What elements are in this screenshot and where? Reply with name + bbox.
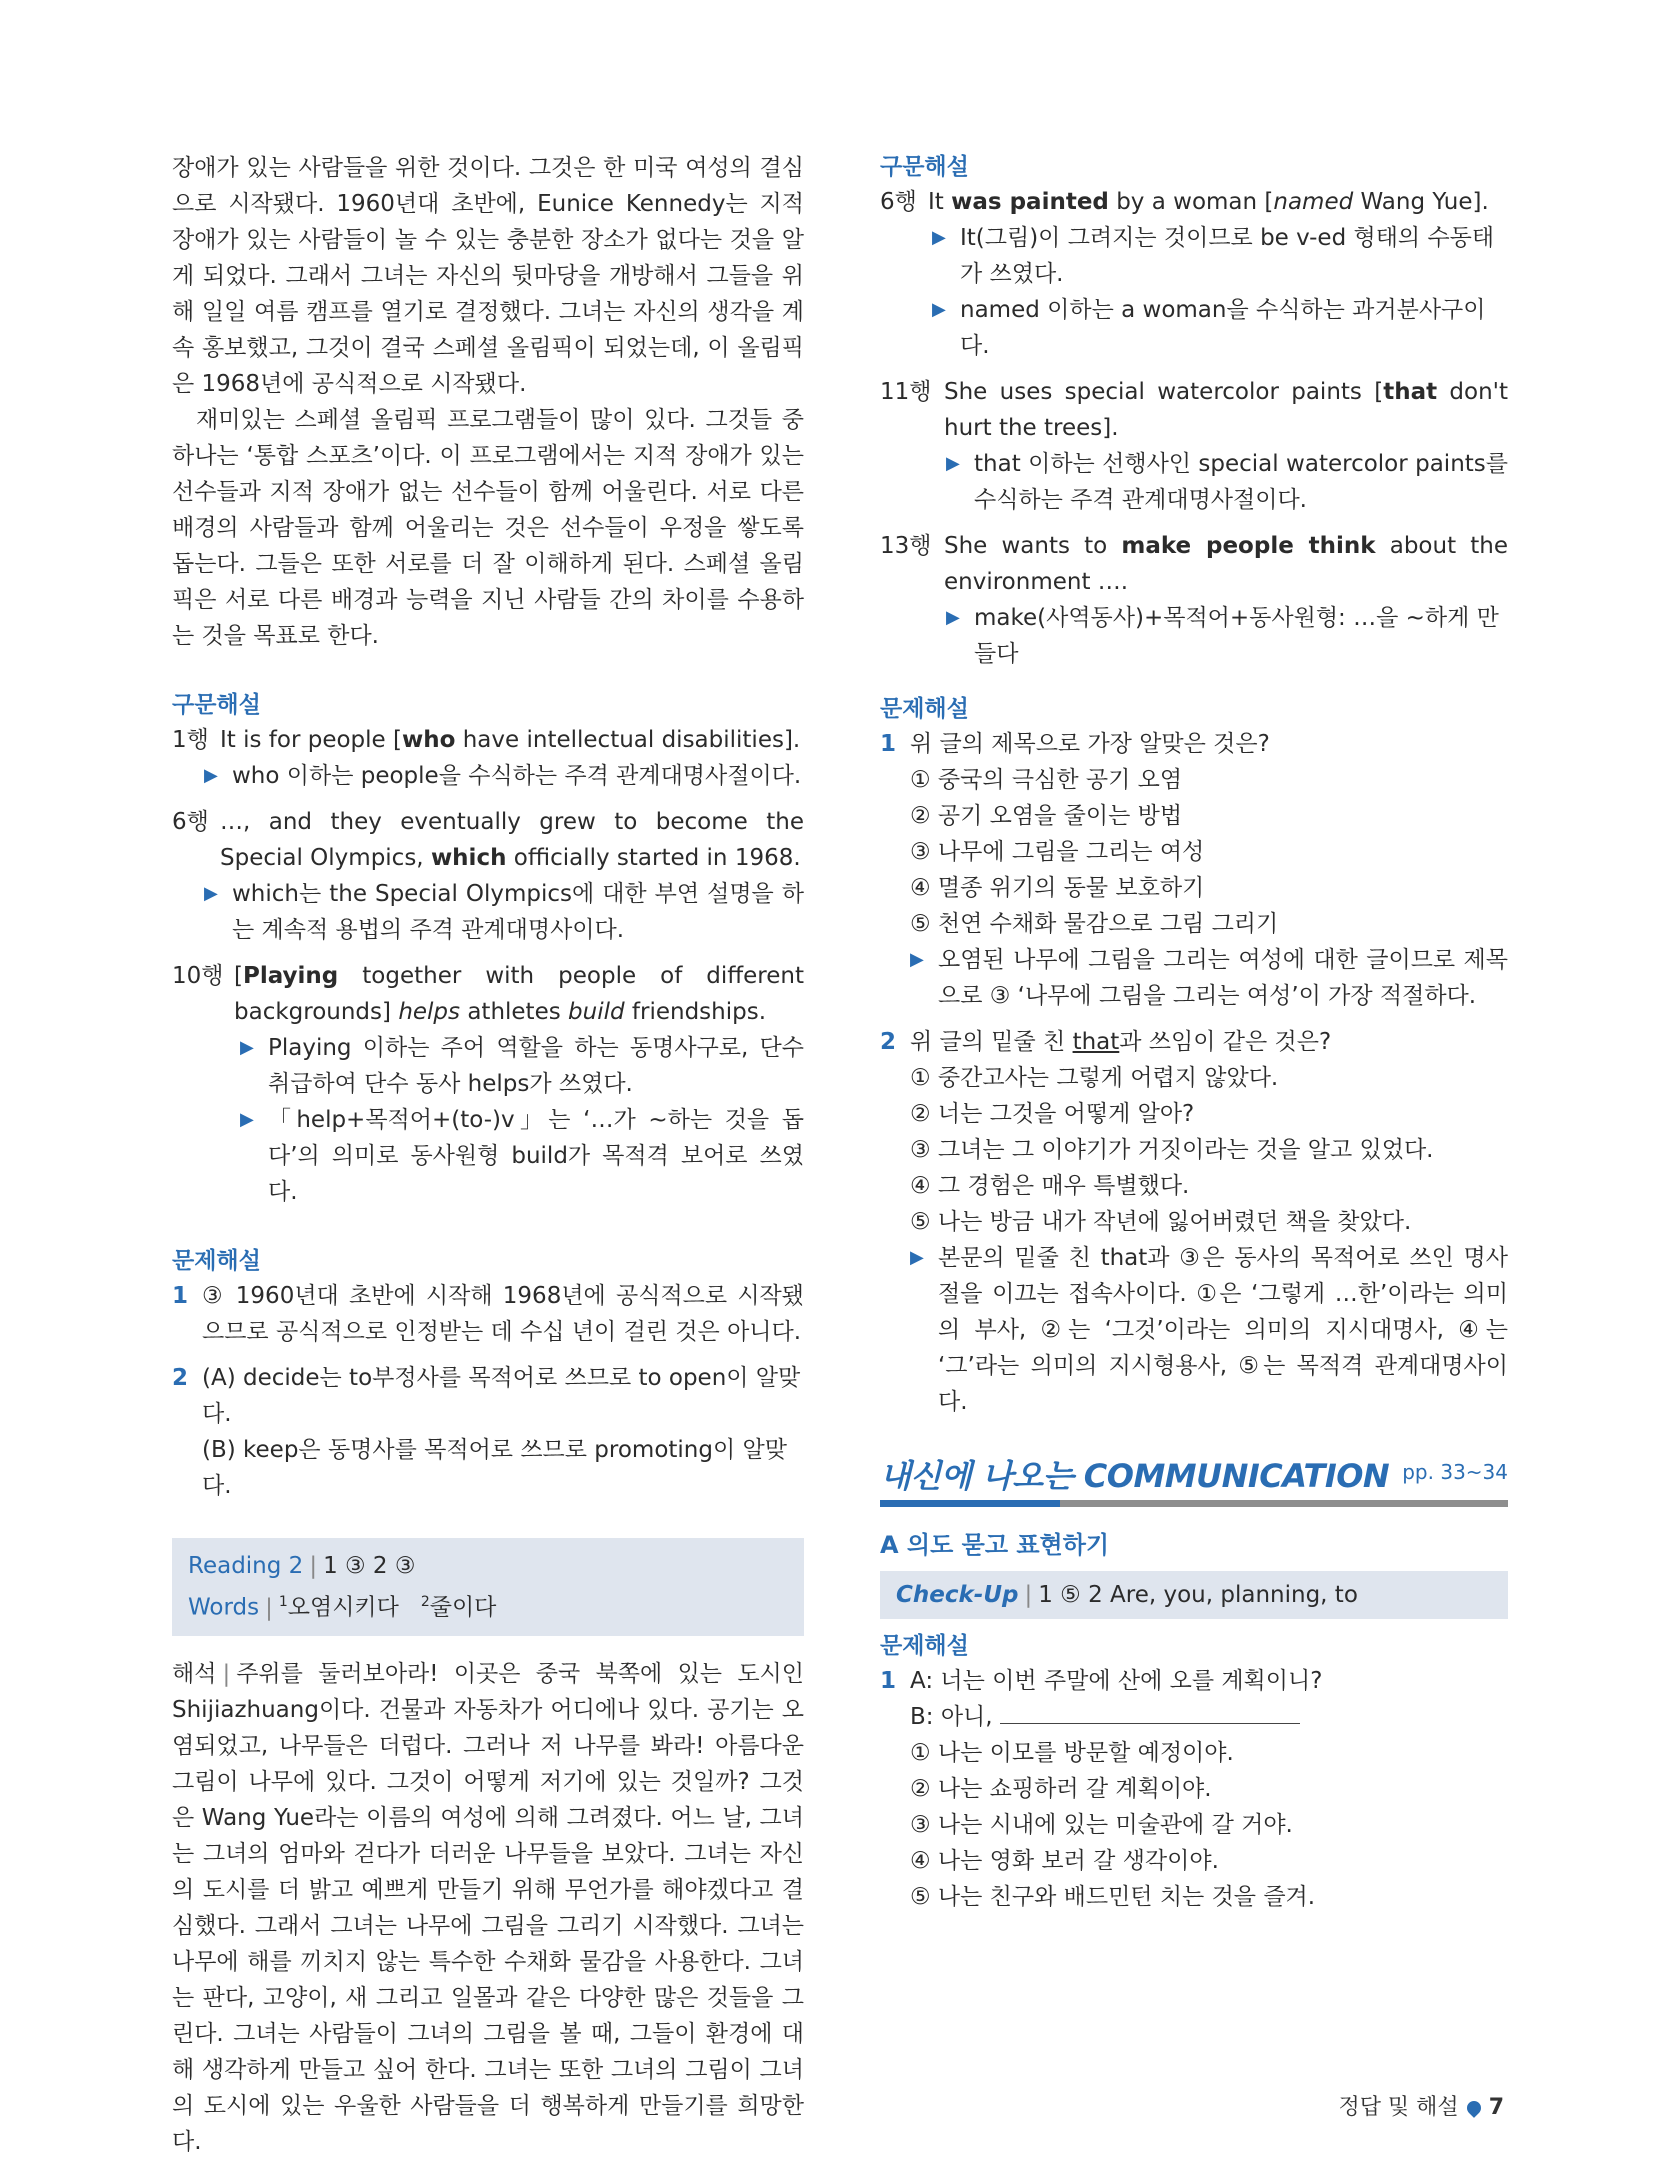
syntax-note: ▶ 「help+목적어+(to-)v」는 ‘…가 ~하는 것을 돕다’의 의미로 동사원형 build가 목적격 보어로 쓰였다. xyxy=(172,1102,804,1210)
syntax-entry-2: 6행 …, and they eventually grew to become the Special Olympics, which officially started in 1968. xyxy=(172,804,804,876)
line-number: 6행 xyxy=(880,189,917,215)
reading-answers: Reading 2 | 1 ③ 2 ③ xyxy=(188,1553,416,1579)
question-1-options xyxy=(880,762,1508,942)
triangle-bullet-icon: ▶ xyxy=(910,949,924,970)
option: ② 나는 쇼핑하러 갈 계획이야. xyxy=(910,1776,1212,1802)
problem-heading: 문제해설 xyxy=(880,696,969,722)
comm-question-1: 1 A: 너는 이번 주말에 산에 오를 계획이니? B: 아니, xyxy=(880,1663,1508,1735)
option: ⑤ 나는 친구와 배드민턴 치는 것을 즐겨. xyxy=(910,1884,1316,1910)
triangle-bullet-icon: ▶ xyxy=(204,883,218,904)
syntax-note: ▶ who 이하는 people을 수식하는 주격 관계대명사절이다. xyxy=(172,758,804,794)
option: ③ 나는 시내에 있는 미술관에 갈 거야. xyxy=(910,1812,1293,1838)
line-number: 1행 xyxy=(172,727,209,753)
syntax-heading: 구문해설 xyxy=(880,154,969,180)
question-2-explanation: ▶ 본문의 밑줄 친 that과 ③은 동사의 목적어로 쓰인 명사절을 이끄는 접속사이다. ①은 ‘그렇게 …한’이라는 의미의 부사, ②는 ‘그것’이라는 의미의 지시대명사, ④는 ‘그’라는 의미의 지시형용사, ⑤는 목적격 관계대명사이다. xyxy=(880,1240,1508,1420)
line-number: 13행 xyxy=(880,533,932,559)
syntax-note: ▶ that 이하는 선행사인 special watercolor paints를 수식하는 주격 관계대명사절이다. xyxy=(880,446,1508,518)
problem-answer-2: 2 (A) decide는 to부정사를 목적어로 쓰므로 to open이 알맞다. (B) keep은 동명사를 목적어로 쓰므로 promoting이 알맞다. xyxy=(172,1365,801,1499)
translation-paragraph-1: 장애가 있는 사람들을 위한 것이다. 그것은 한 미국 여성의 결심으로 시작됐다. 1960년대 초반에, Eunice Kennedy는 지적 장애가 있는 사람들이 놀 수 있는 충분한 장소가 없다는 것을 알게 되었다. 그래서 그녀는 자신의 뒷마당을 개방해서 그들을 위해 일일 여름 캠프를 열기로 결정했다. 그녀는 자신의 생각을 계속 홍보했고, 그것이 결국 스페셜 올림픽이 되었는데, 이 올림픽은 1968년에 공식적으로 시작됐다. xyxy=(172,155,804,397)
option: ④ 멸종 위기의 동물 보호하기 xyxy=(910,875,1205,901)
syntax-note: ▶ named 이하는 a woman을 수식하는 과거분사구이다. xyxy=(880,292,1508,364)
question-2-options xyxy=(880,1060,1508,1240)
triangle-bullet-icon: ▶ xyxy=(240,1109,254,1130)
syntax-note: ▶ make(사역동사)+목적어+동사원형: …을 ~하게 만들다 xyxy=(880,600,1508,672)
triangle-bullet-icon: ▶ xyxy=(946,453,960,474)
left-column xyxy=(172,150,804,2160)
triangle-bullet-icon: ▶ xyxy=(204,765,218,786)
question-1-explanation: ▶ 오염된 나무에 그림을 그리는 여성에 대한 글이므로 제목으로 ③ ‘나무에 그림을 그리는 여성’이 가장 적절하다. xyxy=(880,942,1508,1014)
triangle-bullet-icon: ▶ xyxy=(946,607,960,628)
answer-key-box xyxy=(172,1538,804,1636)
right-column xyxy=(880,150,1508,1915)
answer-blank xyxy=(1000,1701,1300,1724)
translation-reading-2: 해석 | 주위를 둘러보아라! 이곳은 중국 북쪽에 있는 도시인 Shijiazhuang이다. 건물과 자동차가 어디에나 있다. 공기는 오염되었고, 나무들은 더럽다. 그러나 저 나무를 봐라! 아름다운 그림이 나무에 있다. 그것이 어떻게 저기에 있는 것일까? 그것은 Wang Yue라는 이름의 여성에 의해 그려졌다. 어느 날, 그녀는 그녀의 엄마와 걷다가 더러운 나무들을 보았다. 그녀는 자신의 도시를 더 밝고 예쁘게 만들기 위해 무언가를 해야겠다고 결심했다. 그래서 그녀는 나무에 그림을 그리기 시작했다. 그녀는 나무에 해를 끼치지 않는 특수한 수채화 물감을 사용한다. 그녀는 판다, 고양이, 새 그리고 일몰과 같은 다양한 많은 것들을 그린다. 그녀는 사람들이 그녀의 그림을 볼 때, 그들이 환경에 대해 생각하게 만들고 싶어 한다. 그녀는 또한 그녀의 그림이 그녀의 도시에 있는 우울한 사람들을 더 행복하게 만들기를 희망한다. xyxy=(172,1660,804,2155)
syntax-heading: 구문해설 xyxy=(172,692,261,718)
page-number: 7 xyxy=(1488,2095,1504,2120)
dialog-line-b: B: 아니, xyxy=(910,1699,1508,1735)
section-a-heading: A 의도 묻고 표현하기 xyxy=(880,1531,1110,1559)
option: ① 중간고사는 그렇게 어렵지 않았다. xyxy=(910,1065,1279,1091)
line-number: 10행 xyxy=(172,963,224,989)
syntax-entry-3: 10행 [Playing together with people of different backgrounds] helps athletes build friendships. xyxy=(172,958,804,1030)
syntax-note: ▶ It(그림)이 그려지는 것이므로 be v-ed 형태의 수동태가 쓰였다. xyxy=(880,220,1508,292)
line-number: 6행 xyxy=(172,809,209,835)
option: ④ 나는 영화 보러 갈 생각이야. xyxy=(910,1848,1219,1874)
option: ⑤ 나는 방금 내가 작년에 잃어버렸던 책을 찾았다. xyxy=(910,1209,1412,1235)
line-number: 11행 xyxy=(880,379,932,405)
syntax-note: ▶ Playing 이하는 주어 역할을 하는 동명사구로, 단수 취급하여 단수 동사 helps가 쓰였다. xyxy=(172,1030,804,1102)
option: ② 너는 그것을 어떻게 알아? xyxy=(910,1101,1195,1127)
syntax-entry-2: 11행 She uses special watercolor paints [that don't hurt the trees]. xyxy=(880,374,1508,446)
words-answers: Words | $^1$오염시키다 $^2$줄이다 xyxy=(188,1594,497,1621)
footer-label: 정답 및 해설 xyxy=(1338,2095,1459,2120)
triangle-bullet-icon: ▶ xyxy=(932,299,946,320)
translation-paragraph-2: 재미있는 스페셜 올림픽 프로그램들이 많이 있다. 그것들 중 하나는 ‘통합 스포츠’이다. 이 프로그램에서는 지적 장애가 있는 선수들과 지적 장애가 없는 선수들이 함께 어울린다. 서로 다른 배경의 사람들과 함께 어울리는 것은 선수들이 우정을 쌓도록 돕는다. 그들은 또한 서로를 더 잘 이해하게 된다. 스페셜 올림픽은 서로 다른 배경과 능력을 지닌 사람들 간의 차이를 수용하는 것을 목표로 한다. xyxy=(172,407,804,649)
problem-heading: 문제해설 xyxy=(880,1633,969,1659)
syntax-entry-1: 1행 It is for people [who have intellectual disabilities]. xyxy=(172,722,804,758)
question-1: 1 위 글의 제목으로 가장 알맞은 것은? xyxy=(880,731,1270,757)
option: ① 나는 이모를 방문할 예정이야. xyxy=(910,1740,1234,1766)
problem-answer-1: 1 ③ 1960년대 초반에 시작해 1968년에 공식적으로 시작됐으므로 공식적으로 인정받는 데 수십 년이 걸린 것은 아니다. xyxy=(172,1283,804,1345)
comm-question-1-options xyxy=(880,1735,1508,1915)
option: ⑤ 천연 수채화 물감으로 그림 그리기 xyxy=(910,911,1279,937)
question-2: 2 위 글의 밑줄 친 that과 쓰임이 같은 것은? xyxy=(880,1029,1332,1055)
option: ④ 그 경험은 매우 특별했다. xyxy=(910,1173,1190,1199)
syntax-note: ▶ which는 the Special Olympics에 대한 부연 설명을 하는 계속적 용법의 주격 관계대명사이다. xyxy=(172,876,804,948)
checkup-box: Check-Up | 1 ⑤ 2 Are, you, planning, to xyxy=(880,1571,1508,1619)
triangle-bullet-icon: ▶ xyxy=(240,1037,254,1058)
option: ③ 나무에 그림을 그리는 여성 xyxy=(910,839,1205,865)
option: ① 중국의 극심한 공기 오염 xyxy=(910,767,1183,793)
page-footer xyxy=(1338,2090,1504,2126)
location-pin-icon xyxy=(1464,2098,1484,2118)
option: ③ 그녀는 그 이야기가 거짓이라는 것을 알고 있었다. xyxy=(910,1137,1434,1163)
communication-section-header xyxy=(880,1440,1508,1507)
communication-title: 내신에 나오는 COMMUNICATION xyxy=(880,1457,1390,1495)
option: ② 공기 오염을 줄이는 방법 xyxy=(910,803,1183,829)
header-accent-bar xyxy=(880,1500,1060,1507)
syntax-entry-1: 6행 It was painted by a woman [named Wang Yue]. xyxy=(880,184,1508,220)
syntax-entry-3: 13행 She wants to make people think about the environment …. xyxy=(880,528,1508,600)
triangle-bullet-icon: ▶ xyxy=(932,227,946,248)
problem-heading: 문제해설 xyxy=(172,1248,261,1274)
page-range: pp. 33~34 xyxy=(1402,1460,1508,1484)
triangle-bullet-icon: ▶ xyxy=(910,1247,924,1268)
